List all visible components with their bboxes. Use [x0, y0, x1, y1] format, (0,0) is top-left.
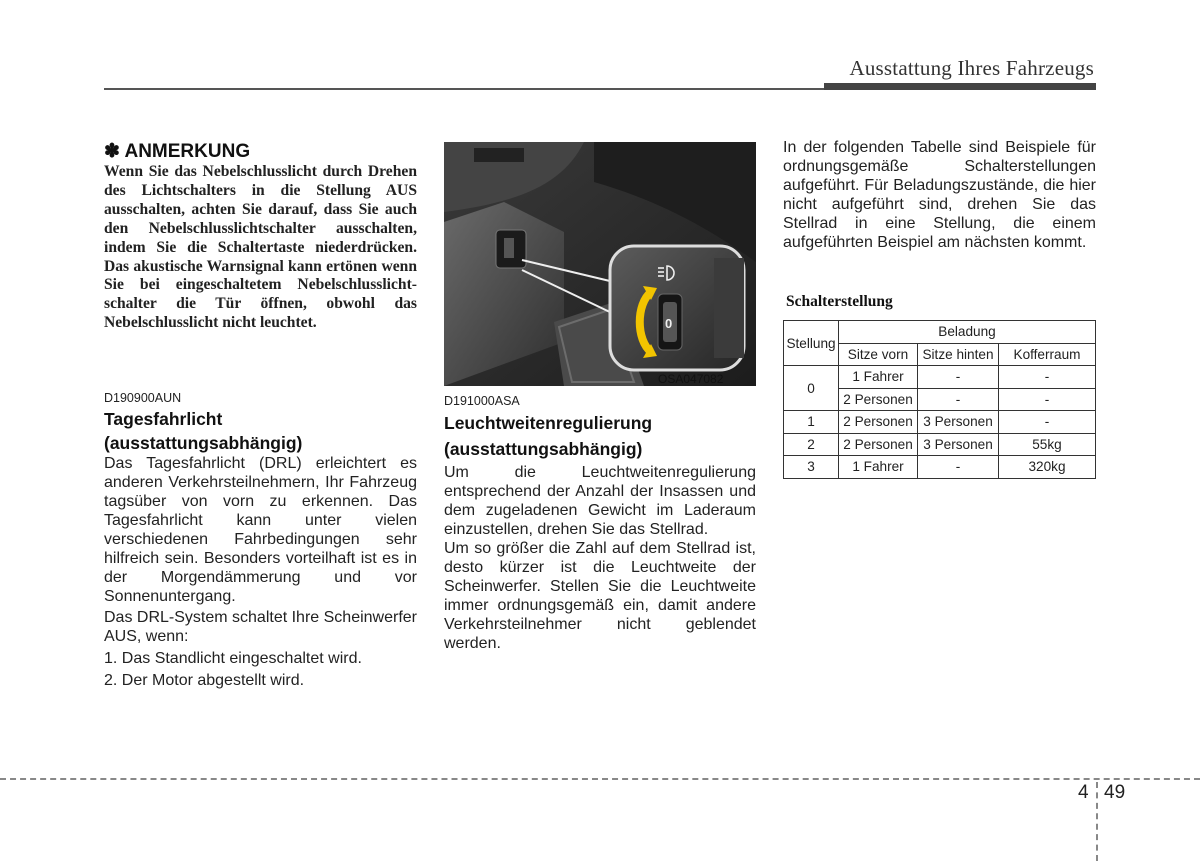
svg-text:0: 0 [665, 316, 673, 331]
table-header: Kofferraum [999, 343, 1096, 366]
header-rule [104, 88, 824, 90]
paragraph: Das Tagesfahrlicht (DRL) erleichtert es anderen Verkehrsteilnehmern, Ihr Fahrzeug tagsüber von vorn zu erkennen. Das Tagesfahrlicht kann unter vielen verschiedenen Fahrbedingungen sehr hilfreich sein. Besonders vorteilhaft ist es in der Morgendämmerung und vor Sonnenuntergang. [104, 455, 417, 605]
section-heading-line: (ausstattungsabhängig) [444, 439, 643, 459]
table-cell: 2 [784, 433, 839, 456]
drl-body [104, 454, 417, 690]
section-heading [444, 410, 652, 462]
table-cell: 3 [784, 456, 839, 479]
section-heading-line: (ausstattungsabhängig) [104, 433, 303, 453]
table-row [784, 411, 1096, 434]
table-row [784, 456, 1096, 479]
paragraph: Um so größer die Zahl auf dem Stellrad ist, desto kürzer ist die Leuchtweite der Scheinwerfer. Stellen Sie die Leuchtweite immer ordnungsgemäß ein, damit andere Verkehrsteilnehmer nicht geblendet werden. [444, 540, 756, 652]
table-title: Schalterstellung [786, 293, 893, 310]
table-intro: In der folgenden Tabelle sind Beispiele für ordnungsgemäße Schalterstellungen aufgeführt. Für Beladungszustände, die hier nicht aufgeführt sind, drehen Sie das Stellrad in eine Stellung, die einem aufgeführten Beispiel am nächsten kommt. [783, 139, 1096, 251]
table-cell: - [918, 366, 999, 389]
figure-caption: OSA047082 [658, 372, 724, 386]
section-heading [104, 407, 302, 455]
header-rule-accent [824, 83, 1096, 90]
paragraph: Das DRL-System schaltet Ihre Scheinwerfer AUS, wenn: [104, 609, 417, 645]
table-cell: 2 Personen [839, 388, 918, 411]
table-header: Beladung [839, 321, 1096, 344]
table-cell: 2 Personen [839, 433, 918, 456]
section-heading-line: Tagesfahrlicht [104, 409, 223, 429]
table-cell: - [999, 388, 1096, 411]
table-row [784, 366, 1096, 389]
list-item: 2. Der Motor abgestellt wird. [104, 672, 305, 689]
table-header: Stellung [784, 321, 839, 366]
leveling-body [444, 463, 756, 653]
table-header: Sitze vorn [839, 343, 918, 366]
note-body: Wenn Sie das Nebelschlusslicht durch Drehen des Lichtschalters in die Stellung AUS ausschalten, achten Sie darauf, dass Sie auch den Nebelschlusslichtschalter ausschalten, indem Sie die Schaltertaste niederdrücken. Das akustische Warnsignal kann ertönen wenn Sie bei eingeschaltetem Nebelschlusslicht-schalter die Tür öffnen, obwohl das Nebelschlusslicht nicht leuchtet. [104, 163, 417, 332]
table-cell: 1 Fahrer [839, 366, 918, 389]
footer-divider [1096, 782, 1098, 861]
table-cell: 1 Fahrer [839, 456, 918, 479]
paragraph: Um die Leuchtweitenregulierung entsprechend der Anzahl der Insassen und dem zugeladenen Gewicht im Laderaum einzustellen, drehen Sie das Stellrad. [444, 464, 756, 538]
footer-rule [0, 778, 1200, 780]
section-heading-line: Leuchtweitenregulierung [444, 413, 653, 433]
switch-position-table [783, 320, 1096, 479]
page-number: 49 [1104, 782, 1126, 803]
section-code: D190900AUN [104, 391, 182, 405]
table-cell: - [918, 456, 999, 479]
table-cell: 320kg [999, 456, 1096, 479]
note-heading: ✽ ANMERKUNG [104, 141, 251, 162]
table-header: Sitze hinten [918, 343, 999, 366]
running-header: Ausstattung Ihres Fahrzeugs [849, 56, 1094, 80]
table-cell: 2 Personen [839, 411, 918, 434]
section-code: D191000ASA [444, 394, 520, 408]
table-cell: 1 [784, 411, 839, 434]
leveling-switch-photo [444, 142, 756, 386]
table-cell: - [999, 366, 1096, 389]
table-cell: 55kg [999, 433, 1096, 456]
chapter-number: 4 [1078, 782, 1089, 803]
table-cell: - [918, 388, 999, 411]
table-cell: 3 Personen [918, 433, 999, 456]
table-cell: 0 [784, 366, 839, 411]
list-item: 1. Das Standlicht eingeschaltet wird. [104, 650, 362, 667]
table-cell: - [999, 411, 1096, 434]
dashboard-illustration [444, 142, 756, 386]
table-cell: 3 Personen [918, 411, 999, 434]
table-row [784, 433, 1096, 456]
table-header-row [784, 321, 1096, 344]
